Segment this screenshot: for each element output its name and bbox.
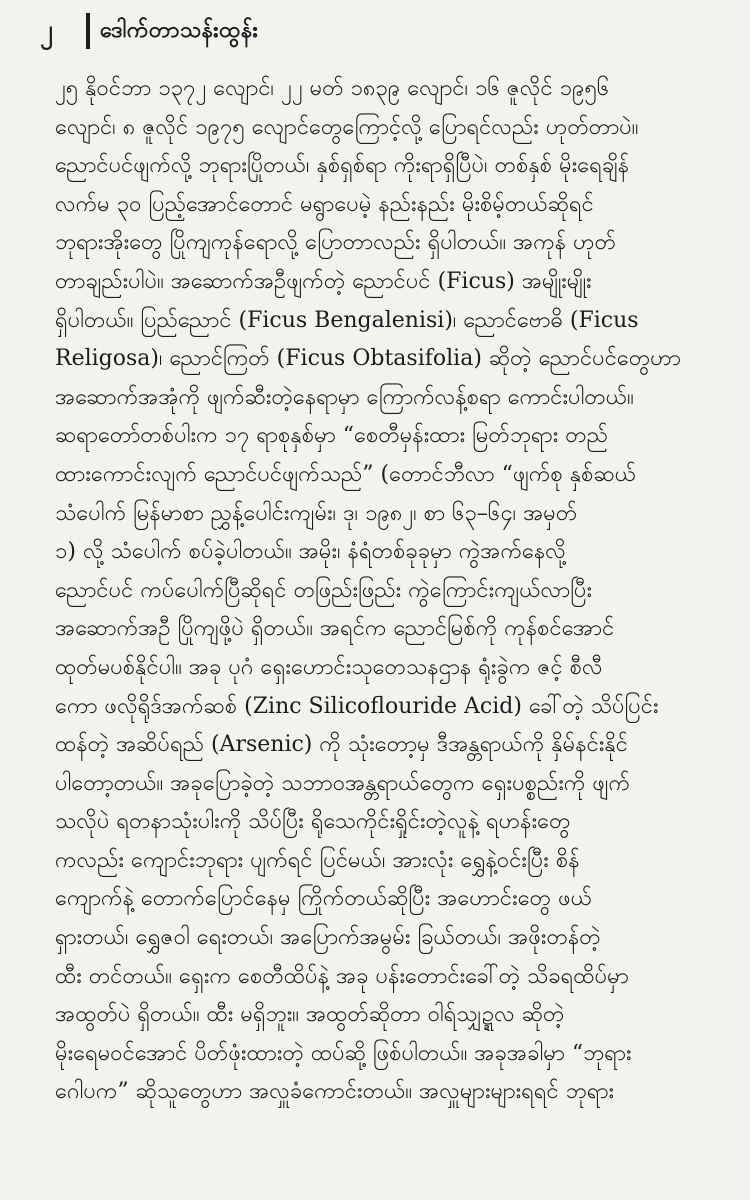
text-line: အဆောက်အအုံကို ဖျက်ဆီးတဲ့နေရာမှာ ကြောက်လန့်စရာ ကောင်းပါတယ်။: [55, 384, 634, 410]
text-line: သလိုပဲ ရတနာသုံးပါးကို သိပ်ပြီး ရိုသေကိုင်းရှိုင်းတဲ့လူနဲ့ ရဟန်းတွေ: [55, 809, 571, 835]
text-line: ရှိပါတယ်။ ပြည်ညောင် (Ficus Bengalenisi)၊ ညောင်ဗောဓိ (Ficus: [55, 307, 639, 333]
text-line: အဆောက်အဦ ပြိုကျဖို့ပဲ ရှိတယ်။ အရင်က ညောင်မြစ်ကို ကုန်စင်အောင်: [55, 616, 615, 642]
text-line: ၂၅ နိုဝင်ဘာ ၁၃၇၂ လျောင်၊ ၂၂ မတ် ၁၈၃၉ လျောင်၊ ၁၆ ဇူလိုင် ၁၉၅၆: [55, 76, 610, 101]
body-text: [55, 70, 745, 1112]
text-line: မိုးရေမဝင်အောင် ပိတ်ဖုံးထားတဲ့ ထပ်ဆို့ ဖြစ်ပါတယ်။ အခုအခါမှာ “ဘုရား: [55, 1040, 632, 1066]
text-line: ၁) လို့ သံပေါက် စပ်ခဲ့ပါတယ်။ အမိုး၊ နံရံတစ်ခုခုမှာ ကွဲအက်နေလို့: [55, 539, 566, 565]
text-line: ဘုရားအိုးတွေ ပြိုကျကုန်ရောလို့ ပြောတာလည်း ရှိပါတယ်။ အကုန် ဟုတ်: [55, 230, 617, 256]
text-line: ကလည်း ကျောင်းဘုရား ပျက်ရင် ပြင်မယ်၊ အားလုံး ရွှေနဲ့ဝင်းပြီး စိန်: [55, 847, 580, 873]
running-title: ဒေါက်တာသန်းထွန်း: [100, 16, 259, 43]
text-line: သံပေါက် မြန်မာစာ ညွှန့်ပေါင်းကျမ်း၊ ဒု၊ ၁၉၈၂၊ စာ ၆၃–၆၄၊ အမှတ်: [55, 500, 578, 526]
page-number: ၂: [40, 14, 53, 45]
text-line: ထားကောင်းလျက် ညောင်ပင်ဖျက်သည်” (တောင်ဘီလာ “ဖျက်စု နှစ်ဆယ်: [55, 461, 637, 487]
text-line: ထန်တဲ့ အဆိပ်ရည် (Arsenic) ကို သုံးတော့မှ ဒီအန္တရာယ်ကို နှိမ်နင်းနိုင်: [55, 732, 628, 758]
text-line: ဆရာတော်တစ်ပါးက ၁၇ ရာစုနှစ်မှာ “စေတီမှန်းထား မြတ်ဘုရား တည်: [55, 423, 608, 449]
text-line: ကျောက်နဲ့ တောက်ပြောင်နေမှ ကြိုက်တယ်ဆိုပြီး အဟောင်းတွေ ဖယ်: [55, 886, 593, 912]
text-line: Religosa)၊ ညောင်ကြတ် (Ficus Obtasifolia) ဆိုတဲ့ ညောင်ပင်တွေဟာ: [55, 346, 681, 372]
text-line: ရှားတယ်၊ ရွှေဇဝါ ရေးတယ်၊ အပြောက်အမွမ်း ခြယ်တယ်၊ အဖိုးတန်တဲ့: [55, 925, 601, 951]
text-line: လက်မ ၃၀ ပြည့်အောင်တောင် မရွာပေမဲ့ နည်းနည်း မိုးစိမ့်တယ်ဆိုရင်: [55, 191, 594, 217]
text-line: ဂေါပက” ဆိုသူတွေဟာ အလှူခံကောင်းတယ်။ အလှူများများရရင် ဘုရား: [55, 1079, 615, 1105]
text-line: ကော ဖလိုရိုဒ်အက်ဆစ် (Zinc Silicoflouride Acid) ခေါ်တဲ့ သိပ်ပြင်း: [55, 693, 659, 719]
header-divider: [86, 13, 90, 49]
text-line: ထုတ်မပစ်နိုင်ပါ။ အခု ပုဂံ ရှေးဟောင်းသုတေသနဌာန ရုံးခွဲက ဇင့် စီလီ: [55, 654, 603, 680]
text-line: ညောင်ပင်ဖျက်လို့ ဘုရားပြိုတယ်၊ နှစ်ရှစ်ရာ ကိုးရာရှိပြီပဲ၊ တစ်နှစ် မိုးရေချိန်: [55, 153, 630, 179]
text-line: လျောင်၊ ၈ ဇူလိုင် ၁၉၇၅ လျောင်တွေကြောင့်လို့ ပြောရင်လည်း ဟုတ်တာပဲ။: [55, 114, 639, 140]
text-line: ထီး တင်တယ်။ ရှေးက စေတီထိပ်နဲ့ အခု ပန်းတောင်းခေါ်တဲ့ သိခရထိပ်မှာ: [55, 963, 629, 989]
text-line: ညောင်ပင် ကပ်ပေါက်ပြီဆိုရင် တဖြည်းဖြည်း ကွဲကြောင်းကျယ်လာပြီး: [55, 577, 593, 603]
text-line: ပါတော့တယ်။ အခုပြောခဲ့တဲ့ သဘာဝအန္တရာယ်တွေက ရှေးပစ္စည်းကို ဖျက်: [55, 770, 631, 796]
page-header: [40, 8, 720, 54]
text-line: အထွတ်ပဲ ရှိတယ်။ ထီး မရှိဘူး။ အထွတ်ဆိုတာ ဝါရ်သျှဍ္ဍလ ဆိုတဲ့: [55, 1002, 565, 1028]
text-line: တာချည်းပါပဲ။ အဆောက်အဦဖျက်တဲ့ ညောင်ပင် (Ficus) အမျိုးမျိုး: [55, 268, 592, 294]
